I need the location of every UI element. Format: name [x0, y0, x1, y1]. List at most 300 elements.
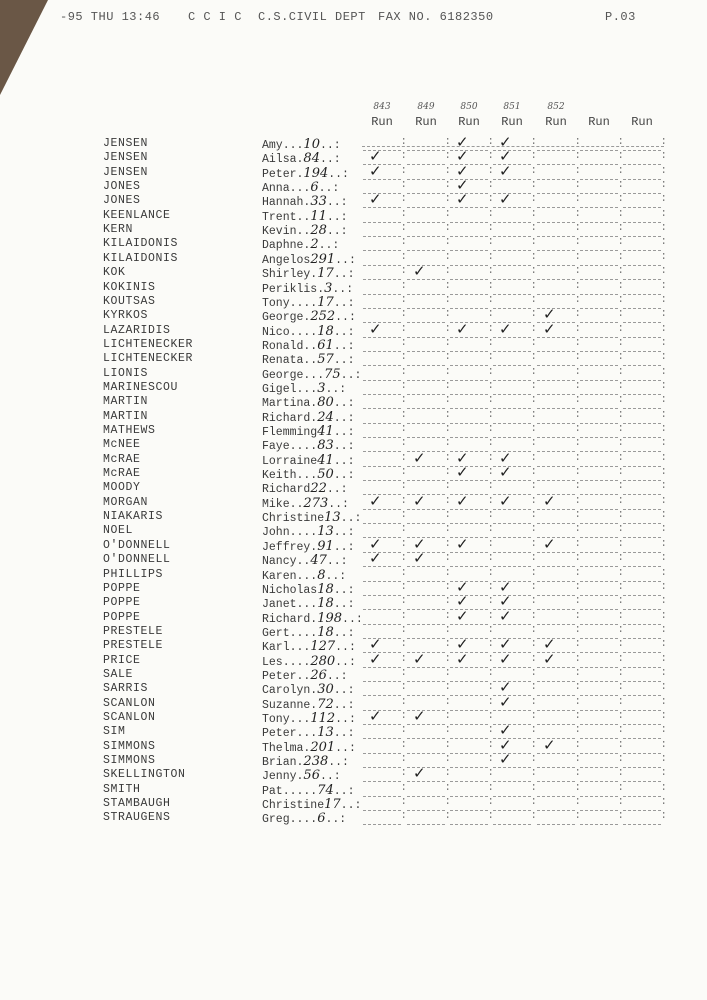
dot-leader: ..: — [340, 799, 362, 813]
run-cell — [537, 697, 575, 711]
given-name: Faye.... — [262, 440, 318, 454]
check-mark-icon: ✓ — [413, 491, 426, 510]
column-run-number: 849 — [417, 102, 435, 112]
given-name-cell — [262, 309, 356, 324]
run-cell — [363, 190, 401, 209]
run-cell — [363, 707, 401, 725]
fax-dept: C.S.CIVIL DEPT — [258, 10, 366, 24]
given-name: Nico.... — [262, 325, 318, 339]
run-cell — [623, 438, 661, 452]
handwritten-number: 41 — [317, 424, 334, 439]
run-cell — [363, 491, 401, 510]
given-name: Tony.... — [262, 296, 318, 310]
run-cell — [623, 309, 661, 323]
check-mark-icon: ✓ — [499, 319, 512, 338]
table-row — [0, 190, 707, 210]
given-name: Martina. — [262, 397, 318, 411]
run-cell — [450, 338, 488, 352]
run-cell — [623, 467, 661, 481]
column-run-label: Run — [458, 115, 480, 129]
run-cell — [493, 424, 531, 438]
run-cell — [407, 811, 445, 825]
given-name: Lorraine — [262, 454, 318, 468]
run-cell — [493, 395, 531, 409]
run-cell — [623, 151, 661, 165]
run-cell — [363, 611, 401, 625]
run-cell — [580, 223, 618, 237]
table-row — [0, 295, 707, 309]
table-row — [0, 367, 707, 381]
handwritten-number: 280 — [310, 653, 336, 669]
given-name: Ailsa. — [262, 153, 304, 167]
run-cell — [493, 606, 531, 625]
run-cell — [363, 797, 401, 811]
run-cell — [623, 596, 661, 610]
run-cell — [537, 352, 575, 366]
surname: KILAIDONIS — [103, 237, 179, 251]
given-name: Amy... — [262, 139, 304, 152]
given-name-cell — [262, 582, 354, 597]
run-cell — [407, 324, 445, 338]
dot-leader: ..: — [333, 454, 355, 468]
given-name: Tony... — [262, 713, 311, 726]
run-cell — [493, 491, 531, 510]
run-cell — [493, 319, 531, 338]
fax-datetime: -95 THU 13:46 — [60, 10, 161, 24]
run-cell — [363, 410, 401, 424]
column-run-number: 850 — [460, 102, 478, 112]
check-mark-icon: ✓ — [369, 161, 382, 180]
check-mark-icon: ✓ — [456, 190, 469, 209]
given-name-cell — [262, 568, 346, 583]
table-row — [0, 319, 707, 339]
dot-leader: ..: — [335, 655, 356, 669]
given-name: Brian. — [262, 756, 304, 770]
run-cell — [493, 649, 531, 668]
table-row — [0, 448, 707, 468]
run-cell — [623, 266, 661, 280]
check-mark-icon: ✓ — [499, 735, 512, 754]
dot-leader: ..: — [333, 540, 355, 554]
given-name-cell — [262, 151, 341, 166]
run-cell — [450, 725, 488, 739]
handwritten-number: 33 — [310, 194, 327, 210]
given-name-cell — [262, 281, 353, 296]
dot-leader: ..: — [328, 756, 349, 770]
table-row — [0, 692, 707, 712]
dot-leader: ..: — [333, 626, 355, 640]
run-cell — [623, 481, 661, 495]
handwritten-number: 3 — [317, 380, 326, 396]
surname: O'DONNELL — [103, 553, 171, 567]
given-name: Gert.... — [262, 626, 318, 640]
run-cell — [537, 180, 575, 194]
run-cell — [363, 381, 401, 395]
handwritten-number: 17 — [324, 797, 341, 813]
run-cell — [407, 625, 445, 639]
given-name-cell — [262, 223, 348, 238]
given-name: Anna... — [262, 182, 311, 196]
surname: KYRKOS — [103, 309, 149, 323]
column-run-label: Run — [588, 115, 610, 129]
run-cell — [493, 237, 531, 251]
surname: MOODY — [103, 481, 141, 495]
surname: McRAE — [103, 467, 141, 481]
given-name: George. — [262, 311, 311, 325]
check-mark-icon: ✓ — [499, 678, 512, 697]
dot-leader: ..: — [325, 813, 347, 827]
handwritten-number: 28 — [310, 223, 327, 239]
run-cell — [580, 811, 618, 825]
run-cell — [450, 510, 488, 524]
fax-page-number: P.03 — [605, 10, 636, 24]
given-name-cell — [262, 266, 354, 281]
given-name: Flemming — [262, 426, 318, 439]
handwritten-number: 8 — [317, 567, 326, 583]
run-cell — [407, 568, 445, 582]
check-mark-icon: ✓ — [369, 190, 382, 209]
run-cell — [407, 510, 445, 524]
given-name: Richard. — [262, 612, 318, 626]
handwritten-number: 127 — [310, 639, 336, 655]
run-cell — [493, 750, 531, 769]
run-cell — [580, 137, 618, 151]
run-cell — [363, 740, 401, 754]
table-row — [0, 223, 707, 237]
dot-leader: ..: — [333, 784, 355, 798]
given-name-cell — [262, 639, 356, 654]
run-cell — [407, 180, 445, 194]
run-cell — [363, 352, 401, 366]
run-cell — [537, 682, 575, 696]
run-cell — [623, 295, 661, 309]
run-cell — [363, 582, 401, 596]
handwritten-number: 18 — [317, 596, 334, 612]
run-cell — [580, 324, 618, 338]
run-cell — [537, 424, 575, 438]
run-cell — [580, 553, 618, 567]
dot-leader: ..: — [319, 770, 341, 784]
run-cell — [493, 161, 531, 180]
run-cell — [537, 194, 575, 208]
table-row — [0, 510, 707, 524]
given-name-cell — [262, 668, 348, 683]
table-row — [0, 463, 707, 483]
run-cell — [537, 223, 575, 237]
surname: JENSEN — [103, 137, 149, 150]
table-row — [0, 606, 707, 626]
surname: POPPE — [103, 596, 141, 610]
dot-leader: ..: — [325, 569, 347, 583]
run-cell — [407, 367, 445, 381]
run-cell — [623, 367, 661, 381]
given-name: George... — [262, 368, 325, 382]
dot-leader: ..: — [333, 583, 355, 597]
run-cell — [537, 338, 575, 352]
run-cell — [363, 338, 401, 352]
run-cell — [537, 395, 575, 409]
run-cell — [363, 266, 401, 280]
run-cell — [580, 754, 618, 768]
run-cell — [493, 281, 531, 295]
check-mark-icon: ✓ — [543, 319, 556, 338]
check-mark-icon: ✓ — [369, 147, 382, 166]
run-cell — [580, 568, 618, 582]
dot-leader: ..: — [326, 210, 348, 224]
surname: KEENLANCE — [103, 208, 171, 222]
dot-leader: ..: — [318, 239, 340, 253]
table-row — [0, 262, 707, 282]
surname: SARRIS — [103, 682, 149, 696]
given-name-cell — [262, 553, 348, 568]
run-cell — [450, 783, 488, 797]
run-cell — [493, 381, 531, 395]
given-name-cell — [262, 797, 361, 812]
check-mark-icon: ✓ — [499, 692, 512, 711]
table-row — [0, 381, 707, 395]
table-row — [0, 577, 707, 597]
check-mark-icon: ✓ — [499, 635, 512, 654]
surname: MORGAN — [103, 495, 149, 509]
surname: LIONIS — [103, 366, 149, 380]
run-cell — [363, 549, 401, 568]
surname: SCANLON — [103, 696, 156, 710]
run-cell — [407, 491, 445, 510]
surname: SKELLINGTON — [103, 768, 186, 782]
run-cell — [580, 424, 618, 438]
table-row — [0, 721, 707, 741]
run-cell — [493, 811, 531, 825]
given-name: Thelma. — [262, 741, 311, 755]
run-cell — [623, 324, 661, 338]
run-cell — [623, 410, 661, 424]
given-name-cell — [262, 381, 346, 396]
run-cell — [363, 295, 401, 309]
run-cell — [623, 252, 661, 266]
dot-leader: ..: — [333, 354, 355, 368]
dot-leader: ..: — [333, 268, 355, 282]
surname: JONES — [103, 194, 141, 208]
surname: NIAKARIS — [103, 510, 164, 524]
given-name-cell — [262, 367, 361, 382]
handwritten-number: 72 — [317, 696, 334, 712]
run-cell — [580, 166, 618, 180]
run-cell — [450, 463, 488, 482]
run-cell — [363, 424, 401, 438]
surname: PRESTELE — [103, 624, 164, 638]
handwritten-number: 22 — [310, 481, 327, 497]
check-mark-icon: ✓ — [499, 190, 512, 209]
run-cell — [407, 166, 445, 180]
run-cell — [363, 395, 401, 409]
check-mark-icon: ✓ — [499, 133, 512, 151]
given-name-cell — [262, 481, 348, 496]
given-name-cell — [262, 596, 354, 611]
run-cell — [580, 668, 618, 682]
given-name-cell — [262, 740, 356, 755]
handwritten-number: 194 — [303, 165, 329, 181]
run-cell — [537, 582, 575, 596]
handwritten-number: 57 — [317, 352, 334, 368]
column-run-number: 852 — [547, 102, 565, 112]
run-cell — [537, 453, 575, 467]
check-mark-icon: ✓ — [456, 592, 469, 611]
run-cell — [623, 223, 661, 237]
column-run-number: 843 — [373, 102, 391, 112]
given-name-cell — [262, 137, 341, 152]
run-cell — [623, 740, 661, 754]
run-cell — [450, 352, 488, 366]
surname: McNEE — [103, 438, 141, 452]
table-row — [0, 568, 707, 582]
dot-leader: ..: — [333, 325, 355, 339]
run-cell — [580, 582, 618, 596]
given-name-cell — [262, 209, 348, 224]
table-row — [0, 797, 707, 811]
given-name: Janet... — [262, 598, 318, 612]
column-run-label: Run — [545, 115, 567, 129]
table-row — [0, 707, 707, 726]
surname: MARTIN — [103, 409, 149, 423]
run-cell — [623, 754, 661, 768]
run-cell — [363, 438, 401, 452]
run-cell — [623, 768, 661, 782]
surname: SCANLON — [103, 711, 156, 724]
run-cell — [363, 768, 401, 782]
run-cell — [450, 410, 488, 424]
check-mark-icon: ✓ — [413, 649, 426, 668]
fax-org: C C I C — [188, 10, 242, 24]
table-row — [0, 438, 707, 452]
dot-leader: ..: — [333, 339, 355, 353]
handwritten-number: 50 — [317, 467, 334, 483]
run-cell — [493, 524, 531, 538]
run-cell — [493, 510, 531, 524]
given-name-cell — [262, 166, 349, 181]
surname: STRAUGENS — [103, 811, 171, 825]
run-cell — [450, 811, 488, 825]
run-cell — [580, 309, 618, 323]
given-name: Jeffrey. — [262, 540, 318, 554]
run-cell — [363, 467, 401, 481]
surname: PRESTELE — [103, 639, 164, 653]
given-name-cell — [262, 654, 356, 669]
run-cell — [407, 194, 445, 208]
check-mark-icon: ✓ — [456, 635, 469, 654]
run-cell — [537, 166, 575, 180]
given-name: Les.... — [262, 655, 311, 669]
surname: STAMBAUGH — [103, 797, 171, 811]
table-row — [0, 305, 707, 325]
handwritten-number: 198 — [317, 610, 343, 626]
run-cell — [580, 654, 618, 668]
dot-leader: ..: — [326, 555, 348, 569]
surname: KOUTSAS — [103, 294, 156, 308]
run-cell — [580, 180, 618, 194]
run-cell — [450, 266, 488, 280]
handwritten-number: 10 — [303, 137, 320, 152]
given-name: John.... — [262, 526, 318, 540]
run-cell — [537, 381, 575, 395]
run-cell — [623, 281, 661, 295]
given-name: Shirley. — [262, 268, 318, 282]
run-cell — [580, 596, 618, 610]
run-cell — [493, 692, 531, 711]
given-name-cell — [262, 725, 354, 740]
dot-leader: ..: — [326, 225, 348, 239]
table-row — [0, 481, 707, 495]
handwritten-number: 18 — [317, 624, 334, 640]
given-name: Christine — [262, 799, 325, 813]
run-cell — [407, 725, 445, 739]
run-cell — [623, 711, 661, 725]
dot-leader: ..: — [333, 469, 355, 483]
dot-leader: ..: — [333, 397, 355, 411]
run-cell — [537, 410, 575, 424]
run-cell — [407, 707, 445, 725]
run-cell — [537, 611, 575, 625]
run-cell — [450, 381, 488, 395]
given-name: Pat..... — [262, 784, 318, 798]
handwritten-number: 13 — [324, 510, 341, 526]
run-cell — [407, 223, 445, 237]
run-cell — [580, 252, 618, 266]
run-cell — [537, 137, 575, 151]
handwritten-number: 47 — [310, 553, 327, 569]
run-cell — [537, 252, 575, 266]
run-cell — [450, 295, 488, 309]
check-mark-icon: ✓ — [369, 649, 382, 668]
run-cell — [623, 338, 661, 352]
run-cell — [450, 797, 488, 811]
run-cell — [493, 352, 531, 366]
table-row — [0, 811, 707, 825]
run-cell — [580, 410, 618, 424]
dot-leader: ..: — [333, 526, 355, 540]
run-cell — [363, 682, 401, 696]
check-mark-icon: ✓ — [456, 606, 469, 625]
run-cell — [493, 553, 531, 567]
run-cell — [407, 281, 445, 295]
surname: LICHTENECKER — [103, 337, 194, 351]
surname: KILAIDONIS — [103, 251, 179, 265]
run-cell — [580, 639, 618, 653]
dot-leader: ..: — [326, 483, 348, 497]
handwritten-number: 61 — [317, 337, 334, 353]
table-row — [0, 668, 707, 682]
check-mark-icon: ✓ — [499, 147, 512, 166]
run-cell — [363, 649, 401, 668]
check-mark-icon: ✓ — [456, 147, 469, 166]
handwritten-number: 80 — [317, 395, 334, 411]
given-name-cell — [262, 467, 354, 482]
column-run-label: Run — [371, 115, 393, 129]
dot-leader: ..: — [335, 641, 356, 655]
check-mark-icon: ✓ — [543, 649, 556, 668]
handwritten-number: 74 — [317, 782, 334, 798]
run-cell — [363, 811, 401, 825]
run-cell — [580, 697, 618, 711]
run-cell — [580, 281, 618, 295]
check-mark-icon: ✓ — [413, 549, 426, 568]
given-name: Peter. — [262, 167, 304, 181]
run-cell — [623, 568, 661, 582]
run-cell — [580, 510, 618, 524]
run-cell — [623, 797, 661, 811]
run-cell — [450, 534, 488, 553]
given-name: Carolyn. — [262, 684, 318, 698]
surname: SALE — [103, 667, 134, 681]
